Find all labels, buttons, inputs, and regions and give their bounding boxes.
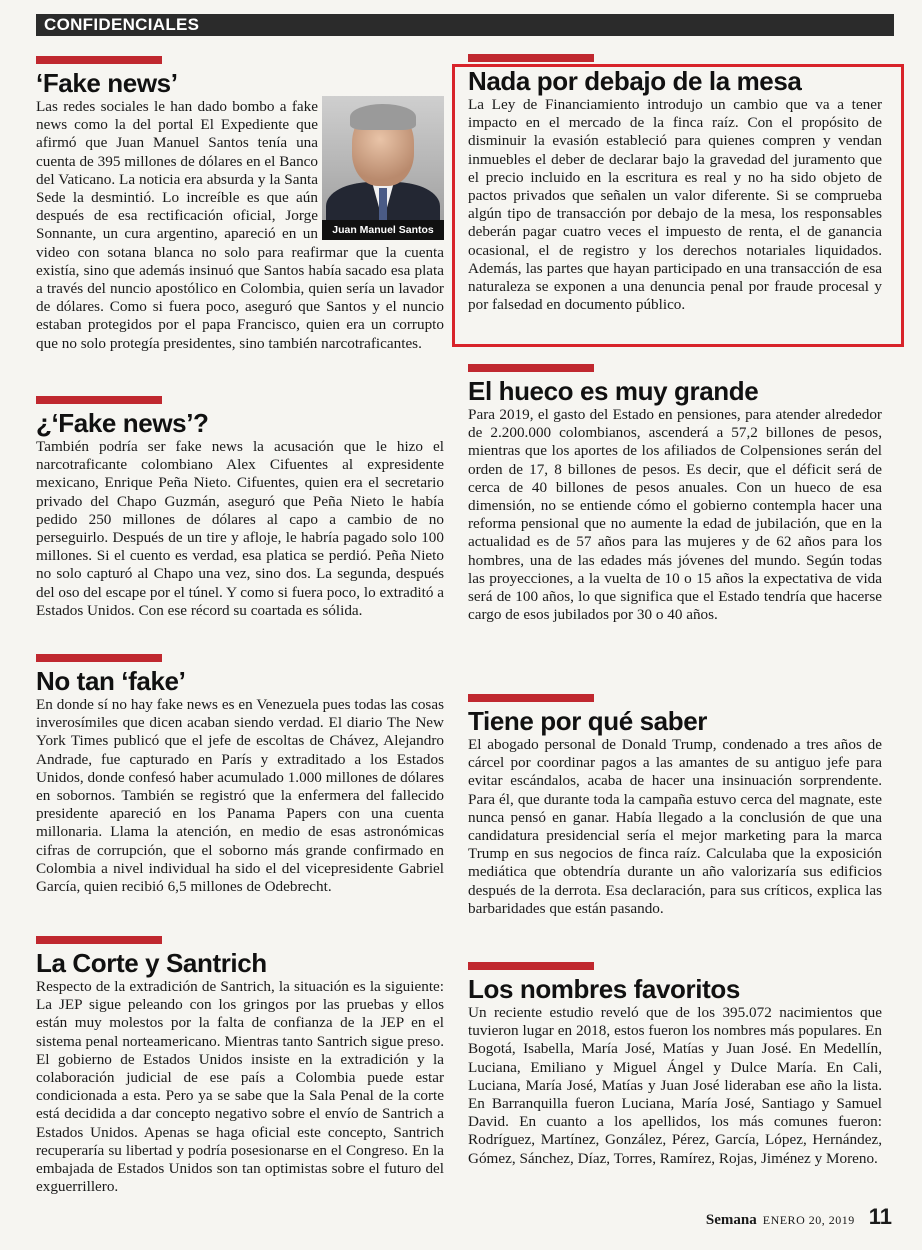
article-headline: ¿‘Fake news’? (36, 408, 209, 438)
article-los-nombres (468, 962, 882, 1168)
page-number: 11 (868, 1204, 892, 1229)
article-el-hueco (468, 364, 882, 624)
article-body: Un reciente estudio reveló que de los 395.072 nacimientos que tuvieron lugar en 2018, estos fueron los nombres más populares. En Bogotá, Isabella, María José, Matías y Juan José. En Medellín, Luciana, Emiliano y Miguel Ángel y Dulce María. En Cali, Luciana, María José, Matías y Juan José lideraban ese año la lista. En Barranquilla fueron Luciana, María José, Santiago y Samuel David. En cuanto a los apellidos, los más comunes fueron: Rodríguez, Martínez, González, Pérez, García, López, Hernández, Gómez, Sánchez, Díaz, Torres, Ramírez, Rojas, Jiménez y Moreno. (468, 1004, 882, 1167)
article-body-text: Las redes sociales le han dado bombo a fake news como la del portal El Expediente que afirmó que Juan Manuel Santos tenía una cuenta de 395 millones de dólares en el Banco del Vaticano. La noticia era absurda y la Santa Sede la desmintió. Lo increíble es que aún después de esa rectificación oficial, Jorge Sonnante, un cura argentino, apareció en un video con sotana blanca no solo para reafirmar que la cuenta existía, sino que además insinuó que Santos había sacado esa plata a través del nuncio apostólico en Colombia, quien sería un lavador de dólares. Como si fuera poco, aseguró que Santos y el nuncio estaban protegidos por el papa Francisco, quien era un corrupto que no solo protegía presidentes, sino también narcotraficantes. (36, 98, 444, 352)
article-no-tan-fake (36, 654, 444, 896)
article-headline: El hueco es muy grande (468, 376, 759, 406)
section-title: CONFIDENCIALES (44, 15, 200, 34)
red-accent-bar (468, 694, 594, 702)
page-footer (706, 1204, 892, 1234)
red-accent-bar (36, 56, 162, 64)
article-body: Respecto de la extradición de Santrich, la situación es la siguiente: La JEP sigue peleando con los gringos por las pruebas y ellos están muy molestos por la falta de confianza de la JEP en el sistema penal norteamericano. Mientras tanto Santrich sigue preso. El gobierno de Estados Unidos insiste en la extradición y la colaboración judicial de ese país a Colombia puede estar condicionada a esta. Pero ya se sabe que la Sala Penal de la corte está decidida a dar concepto negativo sobre el envío de Santrich a Estados Unidos. Apenas se haga oficial este concepto, Santrich recuperaría su libertad y podría posesionarse en el Congreso. En la embajada de Estados Unidos son tan optimistas sobre el futuro del exguerrillero. (36, 978, 444, 1196)
red-accent-bar (36, 396, 162, 404)
portrait-photo (322, 96, 444, 240)
portrait-hair (350, 104, 416, 130)
portrait-tie (379, 188, 387, 222)
article-body: En donde sí no hay fake news es en Venezuela pues todas las cosas inverosímiles que dicen acaban siendo verdad. El diario The New York Times publicó que el jefe de escoltas de Chávez, Alejandro Andrade, fue capturado en París y extraditado a los Estados Unidos, donde confesó haber acumulado 1.000 millones de dólares en sobornos. También se registró que la enfermera del fallecido presidente apareció en los Panama Papers con una cuenta millonaria. Llama la atención, en medio de esas astronómicas cifras de corrupción, que el soborno más grande confirmado en Colombia a nivel individual ha sido el del vicepresidente Gabriel García, quien recibió 6,5 millones de Odebrecht. (36, 696, 444, 896)
red-accent-bar (36, 936, 162, 944)
red-accent-bar (468, 962, 594, 970)
article-headline: Los nombres favoritos (468, 974, 740, 1004)
red-accent-bar (468, 54, 594, 62)
article-headline: Tiene por qué saber (468, 706, 707, 736)
section-header-bar (36, 14, 894, 36)
article-nada-por-debajo (468, 54, 882, 314)
article-body: También podría ser fake news la acusación que le hizo el narcotraficante colombiano Alex Cifuentes al expresidente mexicano, Enrique Peña Nieto. Cifuentes, quien era el secretario privado del Chapo Guzmán, aseguró que Peña Nieto le había pedido 250 millones de dólares al capo a cambio de no perseguirlo. Después de un tire y afloje, le habría pagado solo 100 millones. Si el cuento es verdad, esa platica se perdió. Peña Nieto no solo capturó al Chapo una vez, sino dos. La segunda, después del oso del escape por el túnel. Y como si fuera poco, lo extraditó a Estados Unidos. Con ese récord su coartada es sólida. (36, 438, 444, 619)
article-body: Para 2019, el gasto del Estado en pensiones, para atender alrededor de 2.200.000 colombianos, ascenderá a 57,2 billones de pesos, mientras que los aportes de los afiliados de Colpensiones serán del orden de 17, 8 billones de pesos. Es decir, que el déficit será de cerca de 40 billones de pesos anuales. Con un hueco de esa dimensión, no se entiende cómo el gobierno contempla hacer una reforma pensional que no aumente la edad de jubilación, que en la actualidad es de 57 años para las mujeres y de 62 años para los hombres, una de las edades más jóvenes del mundo. Según todas las proyecciones, a la vuelta de 10 o 15 años la expectativa de vida será de 100 años, lo que significa que el Estado tendría que hacerse cargo de esos jubilados por 30 o 40 años. (468, 406, 882, 624)
article-headline: La Corte y Santrich (36, 948, 267, 978)
article-la-corte (36, 936, 444, 1196)
photo-caption: Juan Manuel Santos (322, 220, 444, 240)
article-headline: No tan ‘fake’ (36, 666, 186, 696)
article-body: El abogado personal de Donald Trump, condenado a tres años de cárcel por coordinar pagos a las amantes de su antiguo jefe para evitar escándalos, acaba de hacer una insinuación sorprendente. Para él, que durante toda la campaña estuvo cerca del magnate, este nunca pensó en ganar. Había llegado a la conclusión de que una candidatura presidencial sería el mejor marketing para la marca Trump en sus negocios de finca raíz. Calculaba que la exposición mediática que obtendría durante un año valorizaría sus edificios después de la derrota. Esa declaración, para sus críticos, explica las barbaridades que están pasando. (468, 736, 882, 917)
article-fake-news-question (36, 396, 444, 620)
magazine-name: Semana (705, 1212, 757, 1228)
article-headline: ‘Fake news’ (36, 68, 178, 98)
red-accent-bar (36, 654, 162, 662)
article-headline: Nada por debajo de la mesa (468, 66, 802, 96)
issue-date: ENERO 20, 2019 (762, 1213, 855, 1227)
article-tiene-por-que (468, 694, 882, 918)
red-accent-bar (468, 364, 594, 372)
article-body: La Ley de Financiamiento introdujo un cambio que va a tener impacto en el mercado de la finca raíz. Con el propósito de disminuir la evasión estableció para quienes compren y vendan inmuebles el deber de declarar bajo la gravedad del juramento que el precio incluido en la escritura es real y no ha sido objeto de pactos privados que señalen un valor diferente. Si se comprueba algún tipo de transacción por debajo de la mesa, los responsables deberán pagar cuatro veces el impuesto de renta, el de ganancia ocasional, el de registro y los derechos notariales liquidados. Además, las partes que hayan participado en una transacción de esa naturaleza se exponen a una denuncia penal por fraude procesal y por falsedad en documento público. (468, 96, 882, 314)
